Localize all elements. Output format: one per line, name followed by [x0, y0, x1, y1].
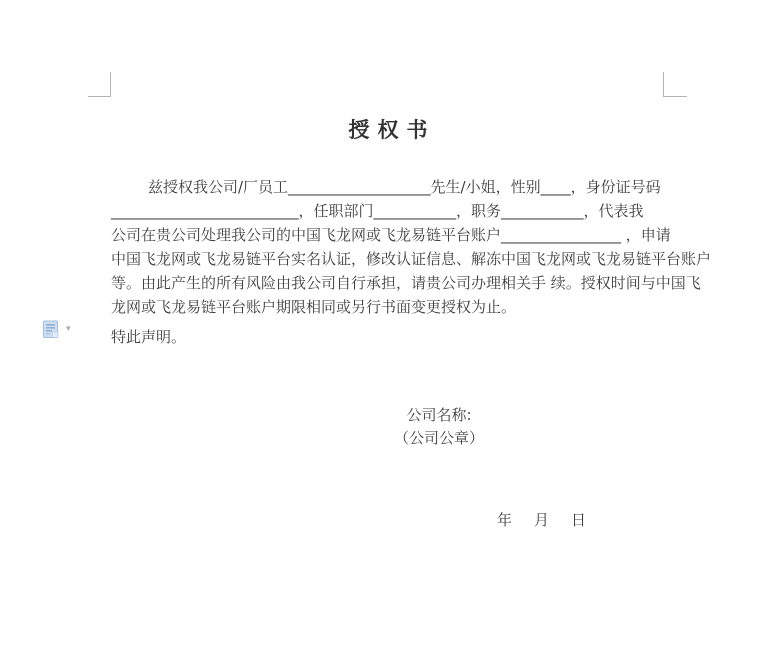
document-title: 授权书: [348, 118, 436, 142]
declaration-line: 特此声明。: [111, 328, 187, 346]
company-seal-label: （公司公章）: [393, 429, 484, 447]
signature-block: [329, 404, 549, 450]
company-name-label: 公司名称:: [406, 406, 472, 424]
date-year-label: 年: [497, 511, 513, 529]
authorization-paragraph: [111, 175, 712, 319]
paragraph-line: 中国飞龙网或飞龙易链平台实名认证，修改认证信息、解冻中国飞龙网或飞龙易链平台账户: [111, 250, 712, 268]
paragraph-line: 龙网或飞龙易链平台账户期限相同或另行书面变更授权为止。: [111, 298, 517, 316]
text-boundary-mark-top-right-vertical: [663, 72, 664, 97]
paste-options-button[interactable]: [42, 320, 71, 339]
text-boundary-mark-top-right-horizontal: [663, 96, 687, 97]
paragraph-line: _________________________，任职部门___________，职务___________，代表我: [111, 202, 644, 220]
text-boundary-mark-top-left-vertical: [110, 72, 111, 97]
clipboard-paste-icon: [42, 320, 60, 339]
paragraph-line: 等。由此产生的所有风险由我公司自行承担，请贵公司办理相关手 续。授权时间与中国飞: [111, 274, 701, 292]
date-month-label: 月: [534, 511, 550, 529]
text-boundary-mark-top-left-horizontal: [88, 96, 111, 97]
date-line: [497, 509, 586, 530]
paragraph-line: 兹授权我公司/厂员工___________________先生/小姐，性别____，身份证号码: [148, 178, 661, 196]
chevron-down-icon[interactable]: ▾: [66, 324, 71, 334]
paragraph-line: 公司在贵公司处理我公司的中国飞龙网或飞龙易链平台账户________________ ，申请: [111, 226, 671, 244]
date-day-label: 日: [571, 511, 587, 529]
